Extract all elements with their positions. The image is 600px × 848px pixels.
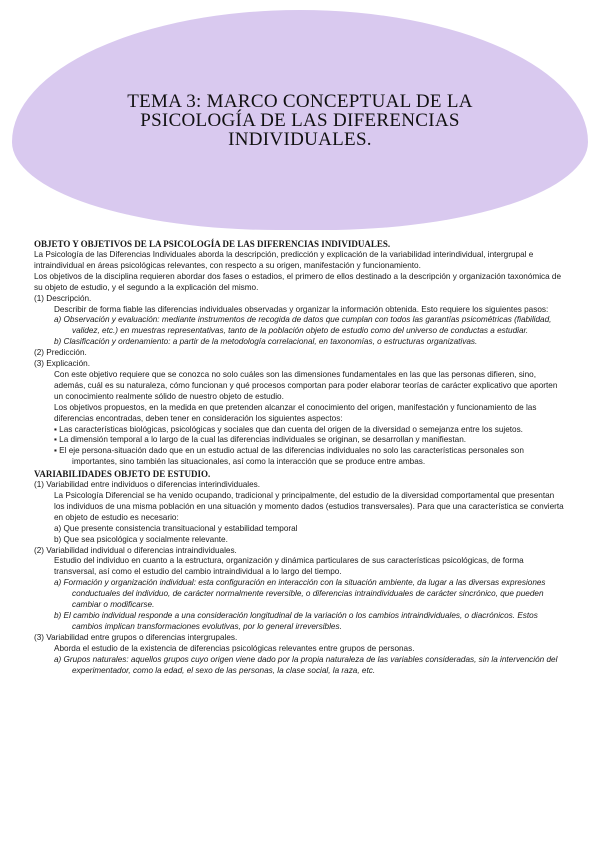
numbered-item: (3) Variabilidad entre grupos o diferencias intergrupales.: [34, 632, 238, 642]
document-body: [34, 238, 564, 676]
bullet-item: ▪ La dimensión temporal a lo largo de la cual las diferencias individuales se originan, se desarrollan y manifiestan.: [54, 435, 467, 445]
numbered-item: (1) Descripción.: [34, 293, 92, 303]
paragraph: La Psicología de las Diferencias Individuales aborda la descripción, predicción y explicación de la variabilidad interindividual, intergrupal e intraindividual en áreas psicológicas relevantes, con respecto a su origen, manifestación y funcionamiento.: [34, 250, 534, 270]
paragraph: Con este objetivo requiere que se conozca no solo cuáles son las dimensiones fundamentales en las que las personas difieren, sino, además, cuál es su naturaleza, cómo funcionan y qué procesos comportan para poder elaborar teorías de carácter explicativo que aporten un conocimiento realmente sólido de nuestro objeto de estudio.: [54, 369, 558, 401]
section-heading: OBJETO Y OBJETIVOS DE LA PSICOLOGÍA DE LAS DIFERENCIAS INDIVIDUALES.: [34, 239, 391, 249]
list-item: b) El cambio individual responde a una consideración longitudinal de la variación o los cambios intraindividuales, o diacrónicos. Estos cambios implican transformaciones evolutivas, por lo general irreversibles.: [54, 611, 538, 631]
paragraph: Estudio del individuo en cuanto a la estructura, organización y dinámica particulares de sus características psicológicas, de forma transversal, así como el estudio del cambio intraindividual a lo largo del tiempo.: [54, 556, 524, 577]
title-line: INDIVIDUALES.: [228, 129, 372, 150]
paragraph: Describir de forma fiable las diferencias individuales observadas y organizar la información obtenida. Esto requiere los siguientes pasos:: [54, 304, 549, 314]
list-item: a) Grupos naturales: aquellos grupos cuyo origen viene dado por la propia naturaleza de las variables consideradas, sin la intervención del experimentador, como la edad, el sexo de las personas, la clase social, la raza, etc.: [54, 654, 558, 675]
list-item: a) Formación y organización individual: esta configuración en interacción con la situación ambiente, da lugar a las diversas expresiones conductuales del individuo, de carácter normalmente reversible, o diferencias intraindividuales de carácter sincrónico, que pueden cambiar o modificarse.: [54, 578, 546, 610]
list-item: b) Clasificación y ordenamiento: a partir de la metodología correlacional, en taxonomías, o estructuras organizativas.: [54, 337, 478, 347]
paragraph: Los objetivos propuestos, en la medida en que pretenden alcanzar el conocimiento del origen, manifestación y funcionamiento de las diferencias encontradas, deben tener en consideración los siguientes aspectos:: [54, 402, 537, 423]
paragraph: Aborda el estudio de la existencia de diferencias psicológicas relevantes entre grupos de personas.: [54, 643, 415, 653]
page-title: [60, 92, 540, 149]
list-item: b) Que sea psicológica y socialmente relevante.: [54, 534, 228, 544]
bullet-item: ▪ Las características biológicas, psicológicas y sociales que dan cuenta del origen de la diversidad o semejanza entre los sujetos.: [54, 424, 523, 434]
paragraph: La Psicología Diferencial se ha venido ocupando, tradicional y principalmente, del estudio de la diversidad comportamental que presentan los individuos de una misma población en una situación y momento dados (estudios transversales). Para que una característica se convierta en objeto de estudio es necesario:: [54, 491, 564, 522]
section-heading: VARIABILIDADES OBJETO DE ESTUDIO.: [34, 469, 211, 480]
title-line: TEMA 3: MARCO CONCEPTUAL DE LA: [127, 91, 473, 112]
paragraph: Los objetivos de la disciplina requieren abordar dos fases o estadios, el primero de ellos destinado a la descripción y organización taxonómica de su objeto de estudio, y el segundo a la explicación del mismo.: [34, 271, 562, 292]
numbered-item: (3) Explicación.: [34, 359, 90, 369]
numbered-item: (2) Predicción.: [34, 348, 87, 358]
title-line: PSICOLOGÍA DE LAS DIFERENCIAS: [140, 110, 460, 131]
list-item: a) Que presente consistencia transituacional y estabilidad temporal: [54, 523, 298, 533]
numbered-item: (1) Variabilidad entre individuos o diferencias interindividuales.: [34, 480, 261, 490]
bullet-item: ▪ El eje persona-situación dado que en un estudio actual de las diferencias individuales no solo las características personales son importantes, sino también las situacionales, así como la interacción que se produce entre ambas.: [54, 446, 524, 467]
list-item: a) Observación y evaluación: mediante instrumentos de recogida de datos que cumplan con todos las garantías psicométricas (fiabilidad, validez, etc.) en muestras representativas, tanto de la población objeto de estudio como del universo de conductas a estudiar.: [54, 315, 552, 336]
numbered-item: (2) Variabilidad individual o diferencias intraindividuales.: [34, 545, 237, 555]
